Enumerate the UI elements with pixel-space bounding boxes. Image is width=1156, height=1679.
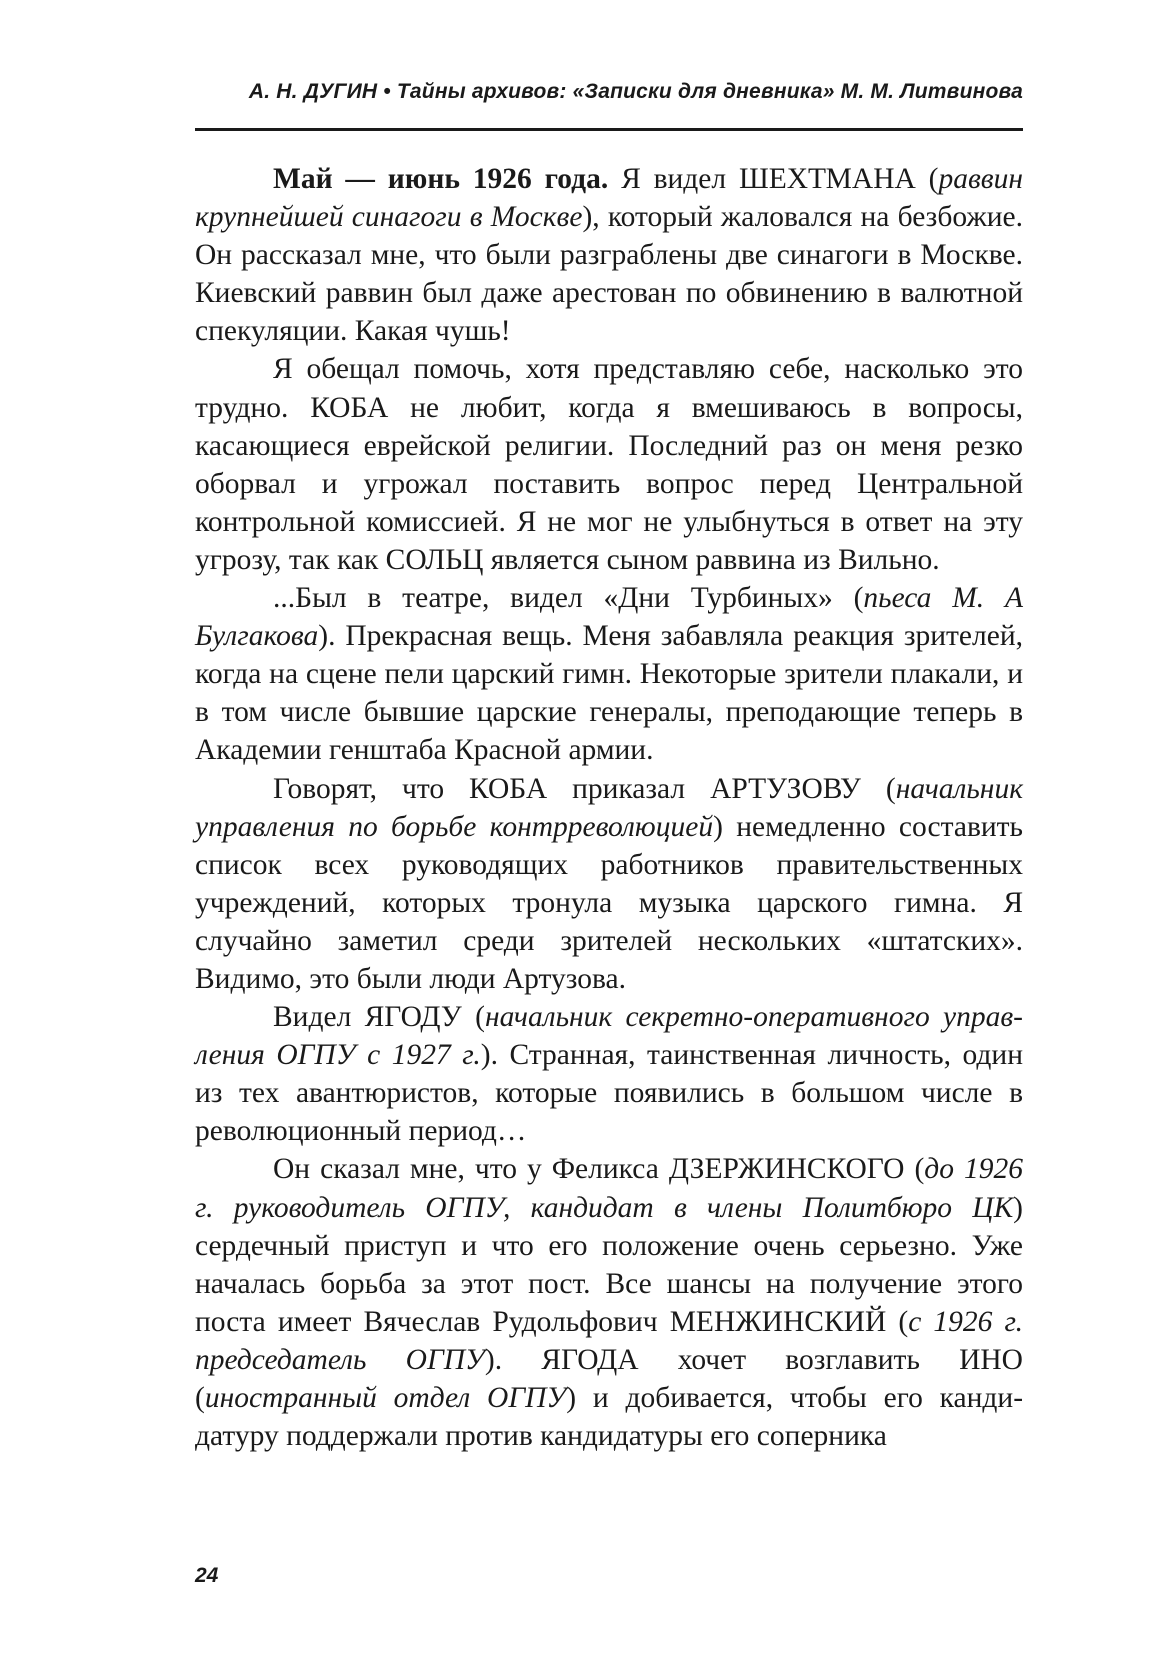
editorial-note: начальник управления по борьбе контрреволюцией xyxy=(195,772,1023,843)
text-run: Я обещал помочь, хотя представляю себе, насколько это трудно. КОБА не любит, когда я вмешиваюсь в вопросы, касающиеся еврейской религии. Последний раз он меня резко оборвал и угрожал поставить вопрос перед Центральной контрольной комиссией. Я не мог не улыбнуться в ответ на эту угрозу, так как СОЛЬЦ является сыном раввина из Вильно. xyxy=(195,353,1023,576)
page-number: 24 xyxy=(195,1564,219,1587)
text-run: Я видел ШЕХТМАНА ( xyxy=(608,163,939,195)
paragraph xyxy=(195,579,1023,769)
paragraph xyxy=(195,160,1023,350)
editorial-note: раввин крупнейшей синагоги в Москве xyxy=(195,163,1023,234)
running-head: А. Н. ДУГИН • Тайны архивов: «Записки для дневника» М. М. Литвинова xyxy=(248,80,1023,103)
text-run: Он сказал мне, что у Феликса ДЗЕРЖИНСКОГО ( xyxy=(273,1153,925,1186)
paragraph xyxy=(195,770,1023,999)
text-run: ). ЯГОДА хочет возглавить ИНО ( xyxy=(195,1343,1023,1414)
editorial-note: иностранный отдел ОГПУ xyxy=(204,1382,567,1414)
text-run: ) и добивается, чтобы его кандидатуру поддержали против кандидатуры его соперника xyxy=(195,1382,1024,1453)
text-run: Видел ЯГОДУ ( xyxy=(273,1001,485,1034)
paragraph xyxy=(195,998,1023,1150)
editorial-note: до 1926 г. руководитель ОГПУ, кандидат в члены Политбюро ЦК xyxy=(195,1153,1023,1224)
date-heading: Май — июнь 1926 года. xyxy=(273,163,609,195)
text-run: ) сердечный приступ и что его положение очень серьезно. Уже началась борьба за этот пост. Все шансы на получение этого поста имеет Вячеслав Рудольфович МЕНЖИНСКИЙ ( xyxy=(195,1191,1023,1338)
text-run: Говорят, что КОБА приказал АРТУЗОВУ ( xyxy=(273,772,896,805)
body-text xyxy=(195,160,1023,1455)
editorial-note: пьеса М. А Булгакова xyxy=(195,582,1023,653)
text-run: ). Прекрасная вещь. Меня забавляла реакция зрителей, когда на сцене пели царский гимн. Некоторые зрители плакали, и в том числе бывшие царские генералы, преподающие теперь в Академии генштаба Красной армии. xyxy=(195,620,1023,767)
text-run: ), который жаловался на безбожие. Он рассказал мне, что были разграблены две синагоги в Москве. Киевский раввин был даже арестован по обвинению в валютной спекуляции. Какая чушь! xyxy=(195,201,1023,348)
text-run: ) немедленно составить список всех руководящих работников правительственных учреждений, которых тронула музыка царского гимна. Я случайно заметил среди зрителей нескольких «штатских». Видимо, это были люди Артузова. xyxy=(195,810,1024,995)
header-divider xyxy=(195,128,1023,131)
editorial-note: начальник секретно-оперативного управления ОГПУ с 1927 г. xyxy=(195,1001,1023,1072)
text-run: ). Странная, таинственная личность, один из тех авантюристов, которые появились в большом числе в революционный период… xyxy=(195,1039,1023,1148)
editorial-note: с 1926 г. председатель ОГПУ xyxy=(195,1305,1023,1376)
text-run: ...Был в театре, видел «Дни Турбиных» ( xyxy=(273,582,864,615)
paragraph xyxy=(195,350,1023,579)
paragraph xyxy=(195,1150,1023,1455)
